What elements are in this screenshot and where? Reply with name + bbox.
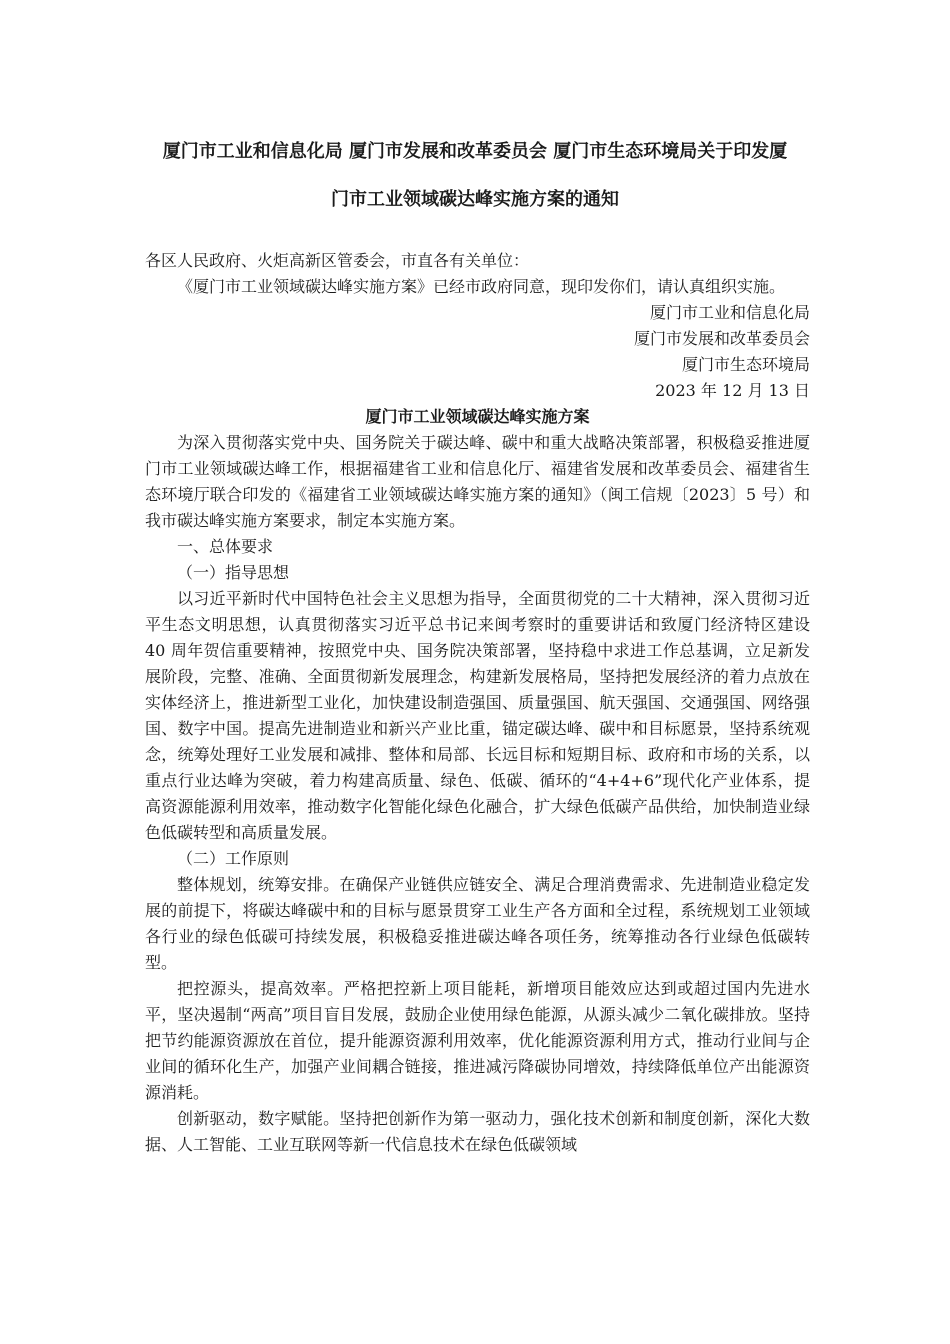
principle-paragraph: 把控源头，提高效率。严格把控新上项目能耗，新增项目能效应达到或超过国内先进水平，坚决遏制“两高”项目盲目发展，鼓励企业使用绿色能源，从源头减少二氧化碳排放。坚持把节约能源资源放在首位，提升能源资源利用效率，优化能源资源利用方式，推动行业间与企业间的循环化生产，加强产业间耦合链接，推进减污降碳协同增效，持续降低单位产出能源资源消耗。 [145, 979, 810, 1102]
guiding-ideology-paragraph: 以习近平新时代中国特色社会主义思想为指导，全面贯彻党的二十大精神，深入贯彻习近平生态文明思想，认真贯彻落实习近平总书记来闽考察时的重要讲话和致厦门经济特区建设 40 周年贺信重要精神，按照党中央、国务院决策部署，坚持稳中求进工作总基调，立足新发展阶段，完整、准确、全面贯彻新发展理念，构建新发展格局，坚持把发展经济的着力点放在实体经济上，推进新型工业化，加快建设制造强国、质量强国、航天强国、交通强国、网络强国、数字中国。提高先进制造业和新兴产业比重，锚定碳达峰、碳中和目标愿景，坚持系统观念，统筹处理好工业发展和减排、整体和局部、长远目标和短期目标、政府和市场的关系，以重点行业达峰为突破，着力构建高质量、绿色、低碳、循环的“4+4+6”现代化产业体系，提高资源能源利用效率，推动数字化智能化绿色化融合，扩大绿色低碳产品供给，加快制造业绿色低碳转型和高质量发展。 [145, 589, 810, 842]
section-heading: 一、总体要求 [177, 537, 274, 556]
plan-intro: 为深入贯彻落实党中央、国务院关于碳达峰、碳中和重大战略决策部署，积极稳妥推进厦门市工业领域碳达峰工作，根据福建省工业和信息化厅、福建省发展和改革委员会、福建省生态环境厅联合印发的《福建省工业领域碳达峰实施方案的通知》（闽工信规〔2023〕5 号）和我市碳达峰实施方案要求，制定本实施方案。 [145, 433, 810, 530]
notice-body: 《厦门市工业领域碳达峰实施方案》已经市政府同意，现印发你们，请认真组织实施。 [177, 277, 786, 296]
document-title-line-1: 厦门市工业和信息化局 厦门市发展和改革委员会 厦门市生态环境局关于印发厦 [162, 141, 788, 162]
document-title-line-2: 门市工业领域碳达峰实施方案的通知 [331, 189, 619, 210]
notice-date: 2023 年 12 月 13 日 [655, 381, 810, 400]
signature-environment-bureau: 厦门市生态环境局 [681, 355, 810, 374]
plan-title: 厦门市工业领域碳达峰实施方案 [365, 407, 590, 426]
signature-development-commission: 厦门市发展和改革委员会 [633, 329, 810, 348]
notice-addressee: 各区人民政府、火炬高新区管委会，市直各有关单位： [145, 251, 530, 270]
document-body [145, 248, 810, 1158]
principle-paragraph: 创新驱动，数字赋能。坚持把创新作为第一驱动力，强化技术创新和制度创新，深化大数据、人工智能、工业互联网等新一代信息技术在绿色低碳领域 [145, 1109, 810, 1154]
principle-paragraph: 整体规划，统筹安排。在确保产业链供应链安全、满足合理消费需求、先进制造业稳定发展的前提下，将碳达峰碳中和的目标与愿景贯穿工业生产各方面和全过程，系统规划工业领域各行业的绿色低碳可持续发展，积极稳妥推进碳达峰各项任务，统筹推动各行业绿色低碳转型。 [145, 875, 810, 972]
subsection-heading: （一）指导思想 [177, 563, 290, 582]
signature-industry-bureau: 厦门市工业和信息化局 [649, 303, 810, 322]
subsection-heading: （二）工作原则 [177, 849, 290, 868]
